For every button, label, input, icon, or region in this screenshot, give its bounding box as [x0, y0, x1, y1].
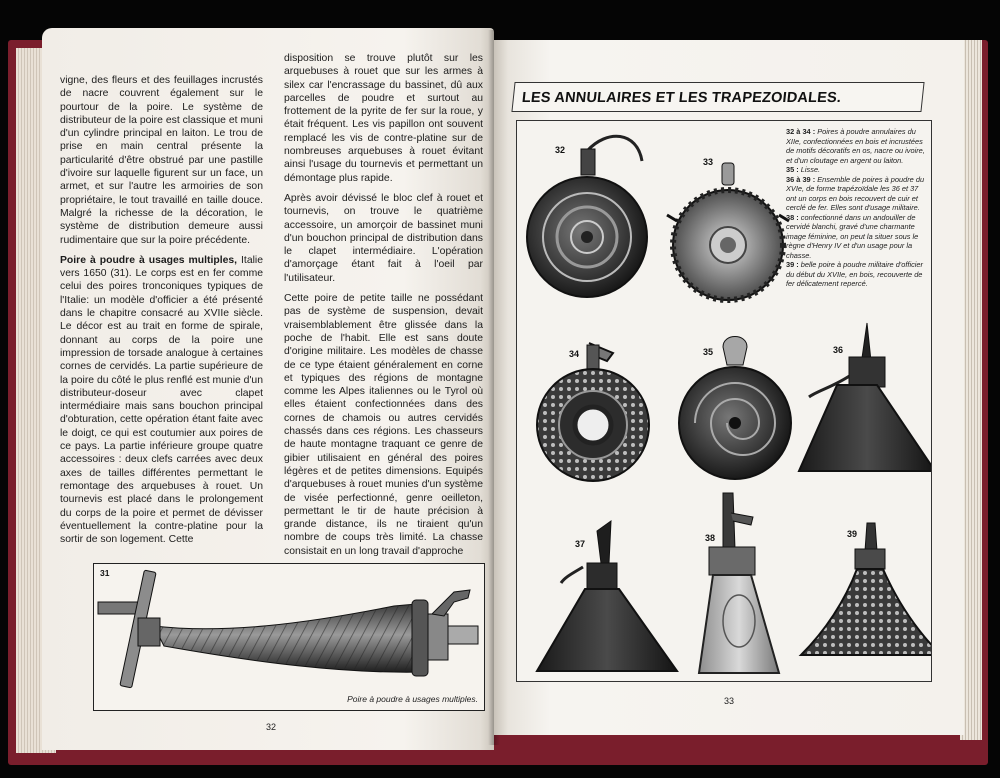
description-text: Poires à poudre annulaires du XIIe, confectionnées en bois et incrustées de motifs décoratifs en os, nacre ou ivoire, et d'un cloutage en argent ou laiton. — [786, 127, 925, 165]
paragraph: disposition se trouve plutôt sur les arquebuses à rouet que sur les armes à silex car l'encrassage du bassinet, dû aux parcelles de poudre et surtout au frottement de la pyrite de fer sur la roue, y était fréquent. Les vis papillon ont souvent remplacé les vis de contre-platine sur de nombreuses arquebuses à rouet évitant ainsi l'usage du tournevis et permettant un démontage plus rapide. — [284, 53, 483, 184]
powder-horn-illustration — [94, 564, 484, 710]
figure-number-32: 32 — [555, 145, 566, 155]
paragraph: Après avoir dévissé le bloc clef à rouet et tournevis, on trouve le quatrième accessoire, un amorçoir de bassinet muni d'un bouchon principal de distribution dans le clapet intermédiaire. L'opération d'amorçage étant fait à l'oeil par l'utilisateur. — [284, 192, 483, 284]
figure-number-34: 34 — [569, 349, 580, 359]
description-text: belle poire à poudre militaire d'officier du début du XVIIe, en bois, recouverte de fer délicatement repercé. — [786, 260, 923, 288]
figure-number-38: 38 — [705, 533, 716, 543]
paragraph: vigne, des fleurs et des feuillages incrustés de nacre couvrent également sur le pourtour de la poire. Le système de distributeur de la poire est classique et muni d'un cylindre principal en laiton. Le trou de prise en main central présente la particularité d'être obstrué par une pastille d'ivoire sur laquelle figurent sur un face, un armet, et sur l'autre les armoiries de son propriétaire, le tout travaillé en taille douce. Malgré la richesse de la décoration, le système de distribution demeure aussi rudimentaire que sur la poire précédente. — [60, 75, 263, 246]
flask-39 — [801, 523, 931, 655]
flask-37 — [537, 521, 677, 671]
description-entry — [786, 175, 926, 213]
description-text: confectionné dans un andouiller de cervidé blanchi, gravé d'une charmante image féminine, on peut la situer sous le règne d'Henry IV et d'un usage pour la chasse. — [786, 212, 919, 260]
figure-number-37: 37 — [575, 539, 586, 549]
figure-caption: Poire à poudre à usages multiples. — [347, 694, 478, 704]
figure-number-39: 39 — [847, 529, 858, 539]
description-entry — [786, 127, 926, 165]
left-column-2 — [284, 52, 483, 562]
description-entry — [786, 260, 926, 289]
figure-31 — [93, 563, 485, 711]
flask-34 — [537, 343, 649, 481]
description-ref: 39 : — [786, 260, 799, 269]
description-ref: 32 à 34 : — [786, 127, 816, 136]
flask-32 — [527, 136, 647, 297]
flask-36 — [799, 323, 931, 471]
paragraph-heading: Poire à poudre à usages multiples, — [60, 254, 238, 266]
figure-number-35: 35 — [703, 347, 714, 357]
paragraph: Cette poire de petite taille ne possédant pas de système de suspension, devait vraisemblablement être glissée dans la poche de l'habit. Elle est sans doute d'origine militaire. Les modèles de chasse de ce type étaient généralement en corne et typiques des régions de montagne comme les Alpes italiennes ou le Tyrol où elles étaient confectionnées dans des cornes de chamois ou autres cervidés chassés dans ces régions. Les chasseurs de haute montagne traquant ce genre de gibier utilisaient en général des poires légères et de petites dimensions. Equipés d'arquebuses à rouet munies d'un système de visée perfectionné, genre oeilleton, permettant le tir de haute précision à grande distance, ils ne tiraient qu'un nombre de coups très limité. La chasse consistait en un long travail d'approche — [284, 293, 483, 557]
description-ref: 36 à 39 : — [786, 174, 816, 184]
description-entry — [786, 165, 926, 175]
figure-number: 31 — [100, 568, 110, 578]
paragraph — [60, 254, 263, 547]
plate-descriptions — [786, 127, 926, 289]
figure-number-36: 36 — [833, 345, 844, 355]
section-title: LES ANNULAIRES ET LES TRAPEZOIDALES. — [511, 82, 924, 112]
description-entry — [786, 213, 926, 261]
flask-35 — [679, 337, 791, 480]
description-ref: 35 : — [786, 165, 799, 174]
page-number-left: 32 — [266, 722, 277, 732]
page-number-right: 33 — [724, 696, 735, 706]
left-column-1 — [60, 74, 263, 554]
figure-number-33: 33 — [703, 157, 714, 167]
description-text: Lisse. — [798, 165, 821, 174]
flask-33 — [667, 163, 789, 300]
paragraph-body: Italie vers 1650 (31). Le corps est en fer comme celui des poires tronconiques typiques de l'Italie: un modèle d'officier a été présenté dans le chapitre consacré au XVIIe siècle. Le décor est au trait en forme de spirale, donnant au corps de la poire une impression de torsade analogue à certaines cornes de cervidés. La partie supérieure de la poire du côté le plus renflé est munie d'un distributeur-doseur avec clapet intermédiaire mais sans bouchon principal d'obturation, cette opération étant faite avec le doigt, ce qui est coutumier aux poires de ce pays. La partie inférieure groupe quatre accessoires : deux clefs carrées avec deux axes de tailles différentes permettant le remontage des arquebuses à rouet. Un tournevis est placé dans le prolongement du corps de la poire et permet de dévisser éventuellement la contre-platine pour la sortir de son logement. Cette — [60, 254, 263, 546]
description-ref: 38 : — [786, 212, 799, 222]
description-text: Ensemble de poires à poudre du XVIe, de forme trapézoïdale les 36 et 37 ont un corps en bois recouvert de cuir et cerclé de fer. Elles sont d'usage militaire. — [786, 174, 925, 212]
flask-38 — [699, 493, 779, 673]
